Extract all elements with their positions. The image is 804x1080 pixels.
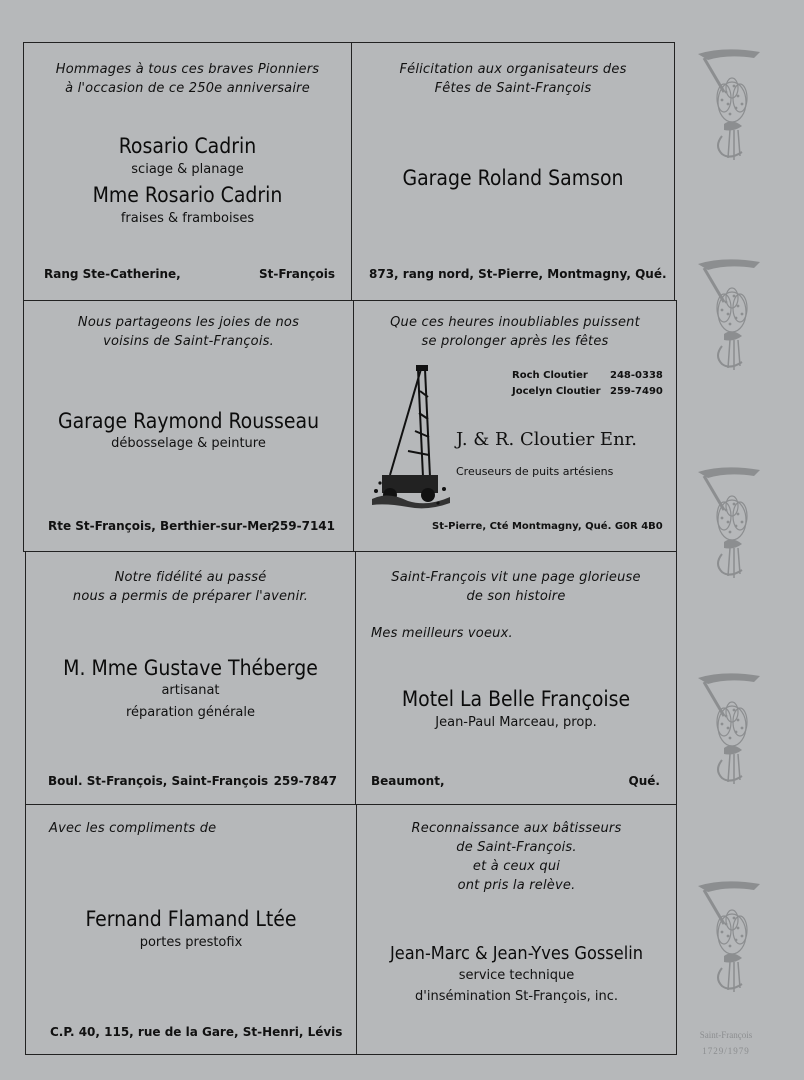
wheat-sheaf-sickle-icon xyxy=(694,464,766,588)
ad-garage-roland-samson xyxy=(351,42,675,301)
business-name: Garage Roland Samson xyxy=(402,166,624,190)
address-left: Rte St-François, Berthier-sur-Mer, xyxy=(48,519,276,533)
business-service: Creuseurs de puits artésiens xyxy=(456,465,614,478)
address-left: Beaumont, xyxy=(371,774,445,788)
business-name-2: Mme Rosario Cadrin xyxy=(92,183,283,207)
contact-phone: 259-7490 xyxy=(610,386,663,397)
wheat-sheaf-sickle-icon xyxy=(694,46,766,170)
drilling-rig-icon xyxy=(368,363,454,511)
ad-garage-raymond-rousseau xyxy=(23,300,354,552)
wheat-sheaf-sickle-icon xyxy=(694,878,766,1002)
business-service: portes prestofix xyxy=(139,935,243,950)
ad-greeting: Que ces heures inoubliables puissent se prolonger après les fêtes xyxy=(390,315,640,349)
ad-jr-cloutier xyxy=(353,300,677,552)
business-name: Fernand Flamand Ltée xyxy=(85,907,297,931)
ad-rosario-cadrin xyxy=(23,42,352,301)
business-service: service technique d'insémination St-François, inc. xyxy=(415,968,618,1004)
ad-wish: Mes meilleurs voeux. xyxy=(371,626,513,641)
contact-name: Roch Cloutier xyxy=(512,370,588,381)
phone: 259-7141 xyxy=(271,519,335,533)
ad-greeting: Reconnaissance aux bâtisseurs de Saint-François. et à ceux qui ont pris la relève. xyxy=(411,821,622,893)
business-service: sciage & planage xyxy=(131,162,244,177)
business-name: Rosario Cadrin xyxy=(118,134,257,158)
address-left: Rang Ste-Catherine, xyxy=(44,267,181,281)
address: 873, rang nord, St-Pierre, Montmagny, Qué. xyxy=(369,267,667,281)
ad-motel-la-belle-francoise xyxy=(355,551,677,805)
ad-greeting: Hommages à tous ces braves Pionniers à l'occasion de ce 250e anniversaire xyxy=(55,62,320,96)
business-name: M. Mme Gustave Théberge xyxy=(63,656,318,680)
ad-gustave-theberge xyxy=(25,551,356,805)
address-right: Qué. xyxy=(628,774,660,788)
address-right: St-François xyxy=(259,267,335,281)
contact-name: Jocelyn Cloutier xyxy=(512,386,601,397)
address: C.P. 40, 115, rue de la Gare, St-Henri, Lévis xyxy=(50,1025,343,1039)
phone: 259-7847 xyxy=(273,774,337,788)
contact-phone: 248-0338 xyxy=(610,370,663,381)
ad-greeting: Saint-François vit une page glorieuse de son histoire xyxy=(391,570,641,604)
wheat-sheaf-sickle-icon xyxy=(694,256,766,380)
business-name: Motel La Belle Françoise xyxy=(401,687,631,711)
ad-greeting: Félicitation aux organisateurs des Fêtes de Saint-François xyxy=(399,62,627,96)
business-name: Garage Raymond Rousseau xyxy=(57,409,320,433)
business-service-2: fraises & framboises xyxy=(120,211,255,226)
ad-fernand-flamand xyxy=(25,804,357,1055)
wheat-sheaf-sickle-icon xyxy=(694,670,766,794)
ad-gosselin xyxy=(356,804,677,1055)
colophon: Saint-François 1729/1979 xyxy=(699,1030,753,1056)
business-owner: Jean-Paul Marceau, prop. xyxy=(435,715,597,730)
ad-greeting: Avec les compliments de xyxy=(49,821,217,836)
business-name: Jean-Marc & Jean-Yves Gosselin xyxy=(390,943,643,964)
address-left: Boul. St-François, Saint-François xyxy=(48,774,269,788)
ad-greeting: Nous partageons les joies de nos voisins de Saint-François. xyxy=(77,315,300,349)
business-name: J. & R. Cloutier Enr. xyxy=(456,429,638,450)
business-service: artisanat réparation générale xyxy=(125,683,256,720)
address: St-Pierre, Cté Montmagny, Qué. G0R 4B0 xyxy=(432,521,663,532)
ad-greeting: Notre fidélité au passé nous a permis de préparer l'avenir. xyxy=(72,570,309,604)
business-service: débosselage & peinture xyxy=(111,436,266,451)
